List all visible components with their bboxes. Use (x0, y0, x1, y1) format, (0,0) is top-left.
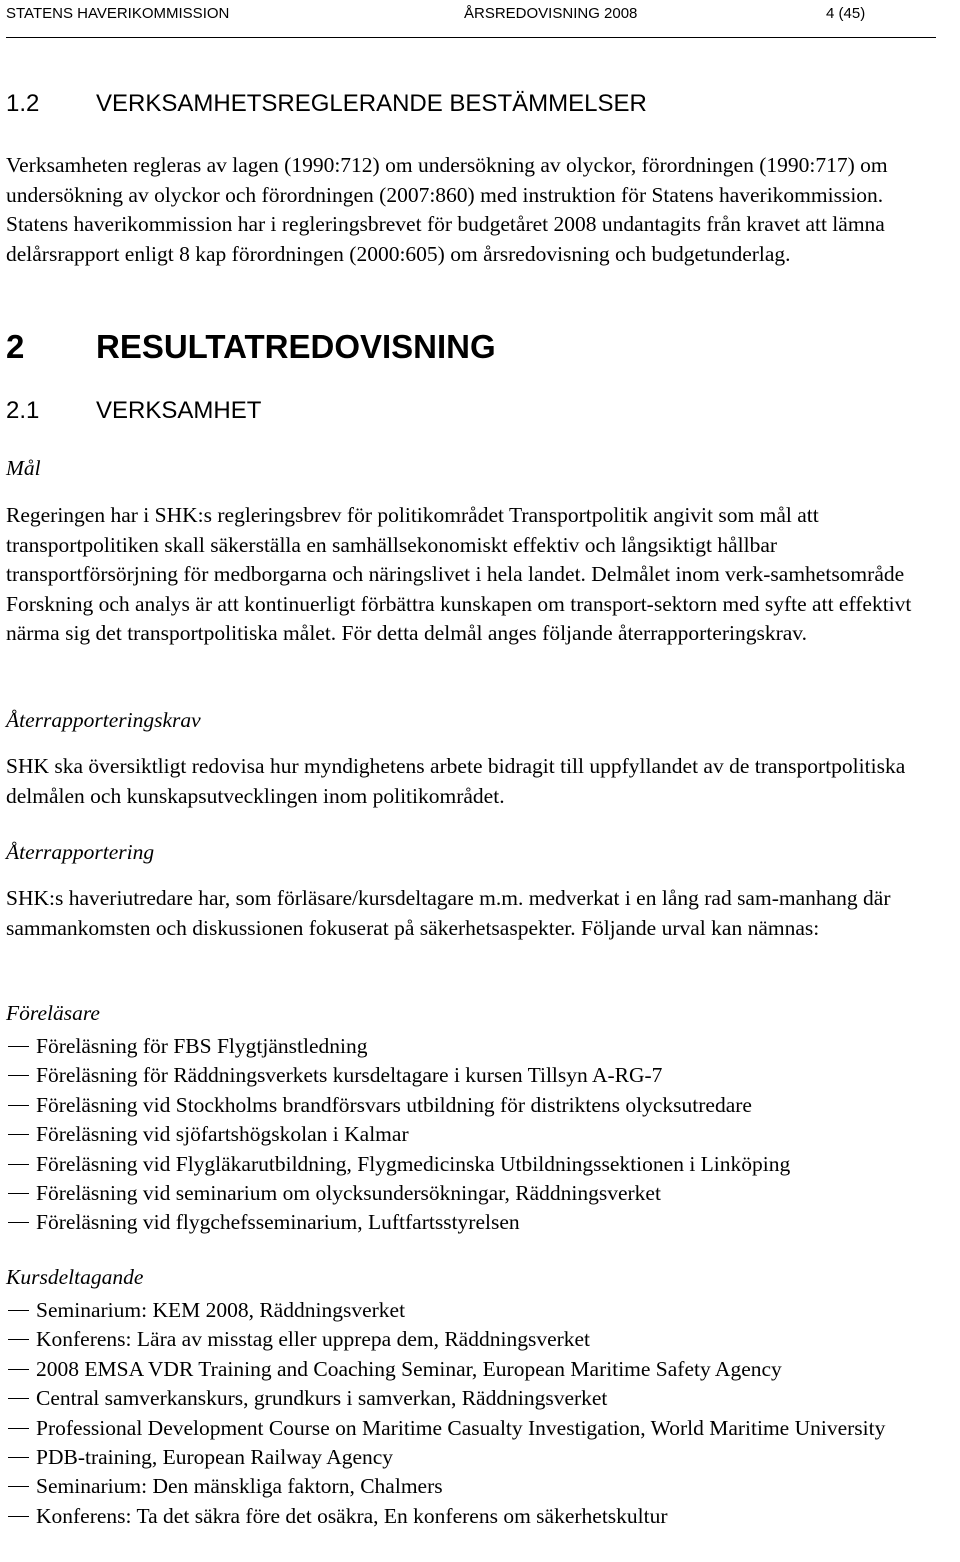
header-organization: STATENS HAVERIKOMMISSION (6, 5, 230, 22)
page-header (6, 0, 936, 38)
list-item: Föreläsning för Räddningsverkets kursdeltagare i kursen Tillsyn A-RG-7 (6, 1061, 941, 1090)
section-2-heading (6, 328, 496, 366)
list-item: Konferens: Ta det säkra före det osäkra, En konferens om säkerhetskultur (6, 1502, 941, 1531)
list-item: PDB-training, European Railway Agency (6, 1443, 941, 1472)
aterrapporteringskrav-paragraph: SHK ska översiktligt redovisa hur myndighetens arbete bidragit till uppfyllandet av de transportpolitiska delmålen och kunskapsutvecklingen inom politikområdet. (6, 754, 906, 808)
section-title: RESULTATREDOVISNING (96, 328, 496, 365)
header-page-number: 4 (45) (826, 5, 866, 22)
aterrapporteringskrav-heading: Återrapporteringskrav (6, 708, 201, 732)
list-item: Seminarium: KEM 2008, Räddningsverket (6, 1296, 941, 1325)
aterrapportering-heading: Återrapportering (6, 840, 155, 864)
list-item: Central samverkanskurs, grundkurs i samverkan, Räddningsverket (6, 1384, 941, 1413)
aterrapportering-paragraph: SHK:s haveriutredare har, som förläsare/kursdeltagare m.m. medverkat i en lång rad sam-manhang där sammankomsten och diskussionen fokuserat på säkerhetsaspekter. Följande urval kan nämnas: (6, 886, 891, 940)
header-rule (6, 37, 936, 38)
section-number: 2.1 (6, 397, 40, 424)
kursdeltagande-list (6, 1296, 941, 1531)
kursdeltagande-heading: Kursdeltagande (6, 1265, 144, 1289)
list-item: Seminarium: Den mänskliga faktorn, Chalmers (6, 1472, 941, 1501)
list-item: Föreläsning vid Flygläkarutbildning, Flygmedicinska Utbildningssektionen i Linköping (6, 1150, 941, 1179)
header-document-title: ÅRSREDOVISNING 2008 (464, 5, 638, 22)
list-item: Föreläsning vid sjöfartshögskolan i Kalmar (6, 1120, 941, 1149)
section-2-1-heading (6, 397, 261, 425)
list-item: Föreläsning vid Stockholms brandförsvars utbildning för distriktens olycksutredare (6, 1091, 941, 1120)
forelasare-heading: Föreläsare (6, 1001, 100, 1025)
forelasare-list (6, 1032, 941, 1238)
mal-paragraph: Regeringen har i SHK:s regleringsbrev för politikområdet Transportpolitik angivit som mål att transportpolitiken skall säkerställa en samhällsekonomiskt effektiv och långsiktigt hållbar transportförsörjning för medborgarna och näringslivet i hela landet. Delmålet inom verk-samhetsområde Forskning och analys är att kontinuerligt förbättra kunskapen om transport-sektorn med syfte att effektivt närma sig det transportpolitiska målet. För detta delmål anges följande återrapporteringskrav. (6, 503, 912, 645)
section-1-2-heading (6, 90, 647, 118)
list-item: Konferens: Lära av misstag eller upprepa dem, Räddningsverket (6, 1325, 941, 1354)
section-title: VERKSAMHET (96, 397, 262, 424)
document-page (6, 0, 936, 1528)
section-number: 1.2 (6, 90, 40, 117)
mal-heading: Mål (6, 456, 41, 480)
section-title: VERKSAMHETSREGLERANDE BESTÄMMELSER (96, 90, 647, 117)
list-item: Professional Development Course on Maritime Casualty Investigation, World Maritime University (6, 1414, 941, 1443)
list-item: Föreläsning vid seminarium om olycksundersökningar, Räddningsverket (6, 1179, 941, 1208)
section-1-2-paragraph: Verksamheten regleras av lagen (1990:712) om undersökning av olyckor, förordningen (1990:717) om undersökning av olyckor och förordningen (2007:860) med instruktion för Statens haverikommission. Statens haverikommission har i regleringsbrevet för budgetåret 2008 undantagits från kravet att lämna delårsrapport enligt 8 kap förordningen (2000:605) om årsredovisning och budgetunderlag. (6, 153, 888, 266)
section-number: 2 (6, 328, 25, 365)
list-item: Föreläsning för FBS Flygtjänstledning (6, 1032, 941, 1061)
list-item: 2008 EMSA VDR Training and Coaching Seminar, European Maritime Safety Agency (6, 1355, 941, 1384)
list-item: Föreläsning vid flygchefsseminarium, Luftfartsstyrelsen (6, 1208, 941, 1237)
